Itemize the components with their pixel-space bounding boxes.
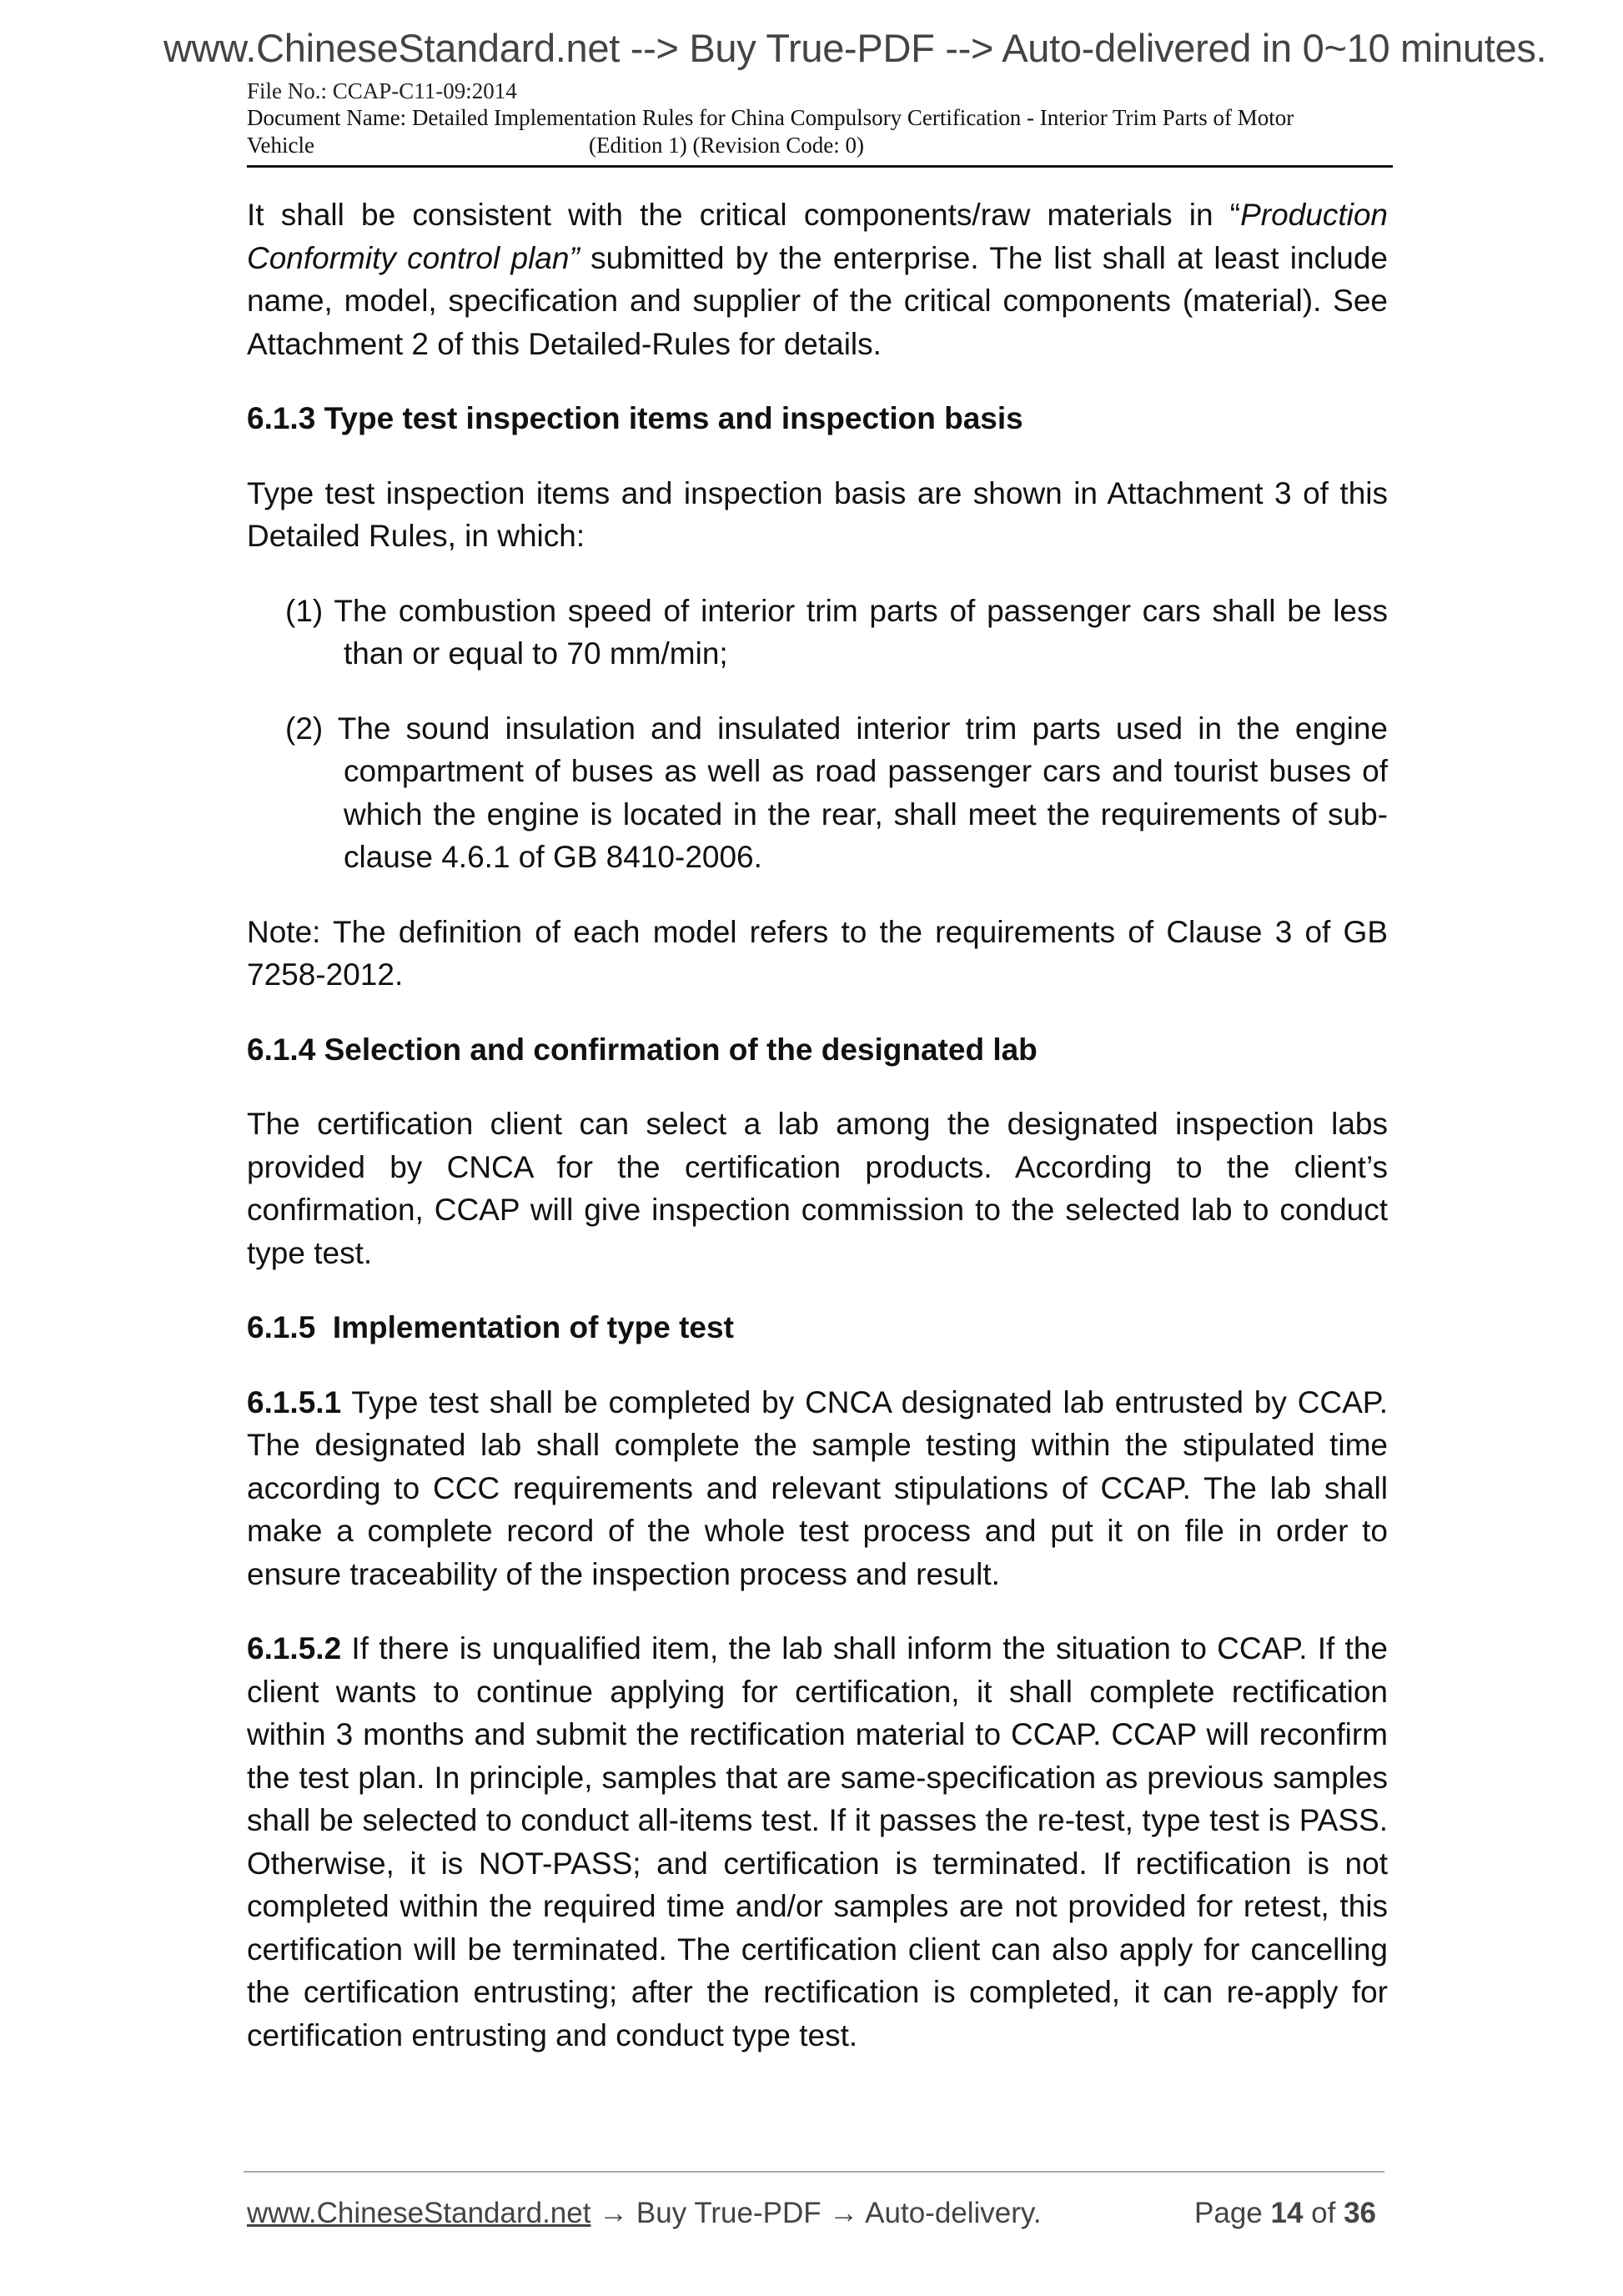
footer-divider bbox=[244, 2171, 1384, 2173]
of-label: of bbox=[1303, 2197, 1344, 2229]
document-name-line2: Vehicle bbox=[247, 133, 314, 158]
edition-info: (Edition 1) (Revision Code: 0) bbox=[589, 133, 864, 158]
section-heading-6-1-5: 6.1.5 Implementation of type test bbox=[247, 1310, 734, 1344]
document-body bbox=[247, 193, 1388, 2088]
page-footer bbox=[247, 2197, 1383, 2230]
section-6-1-3-paragraph: Type test inspection items and inspection basis are shown in Attachment 3 of this Detailed Rules, in which: bbox=[247, 475, 1388, 553]
section-6-1-4-paragraph: The certification client can select a lab among the designated inspection labs provided by CNCA for the certification products. According to the client’s confirmation, CCAP will give inspection commission to the selected lab to conduct type test. bbox=[247, 1107, 1388, 1270]
watermark-banner: www.ChineseStandard.net --> Buy True-PDF --> Auto-delivered in 0~10 minutes. bbox=[163, 26, 1547, 70]
list-item: (2) The sound insulation and insulated interior trim parts used in the engine compartment of buses as well as road passenger cars and tourist buses of which the engine is located in the rear, shall meet the requirements of sub-clause 4.6.1 of GB 8410-2006. bbox=[285, 711, 1388, 874]
current-page-number: 14 bbox=[1270, 2197, 1304, 2229]
page-label: Page bbox=[1194, 2197, 1271, 2229]
intro-text: It shall be consistent with the critical components/raw materials in “ bbox=[247, 198, 1241, 232]
intro-paragraph bbox=[247, 193, 1388, 365]
footer-website-link[interactable]: www.ChineseStandard.net bbox=[247, 2197, 591, 2229]
list-item: (1) The combustion speed of interior trim parts of passenger cars shall be less than or equal to 70 mm/min; bbox=[285, 593, 1388, 671]
section-heading-6-1-4: 6.1.4 Selection and confirmation of the designated lab bbox=[247, 1032, 1038, 1067]
clause-6-1-5-1 bbox=[247, 1381, 1388, 1596]
clause-text: If there is unqualified item, the lab shall inform the situation to CCAP. If the client wants to continue applying for certification, it shall complete rectification within 3 months and submit the rectification material to CCAP. CCAP will reconfirm the test plan. In principle, samples that are same-specification as previous samples shall be selected to conduct all-items test. If it passes the re-test, type test is PASS. Otherwise, it is NOT-PASS; and certification is terminated. If rectification is not completed within the required time and/or samples are not provided for retest, this certification will be terminated. The certification client can also apply for cancelling the certification entrusting; after the rectification is completed, it can re-apply for certification entrusting and conduct type test. bbox=[247, 1631, 1388, 2052]
document-name-continued bbox=[247, 133, 1388, 158]
clause-text: Type test shall be completed by CNCA designated lab entrusted by CCAP. The designated lab shall complete the sample testing within the stipulated time according to CCC requirements and relevant stipulations of CCAP. The lab shall make a complete record of the whole test process and put it on file in order to ensure traceability of the inspection process and result. bbox=[247, 1384, 1388, 1591]
page-indicator bbox=[1194, 2197, 1376, 2230]
clause-number: 6.1.5.2 bbox=[247, 1631, 342, 1665]
header-divider bbox=[247, 165, 1393, 168]
section-heading-6-1-3: 6.1.3 Type test inspection items and inspection basis bbox=[247, 401, 1023, 435]
document-name: Document Name: Detailed Implementation Rules for China Compulsory Certification - Interior Trim Parts of Motor bbox=[247, 105, 1294, 130]
clause-number: 6.1.5.1 bbox=[247, 1384, 342, 1419]
note-paragraph: Note: The definition of each model refers to the requirements of Clause 3 of GB 7258-2012. bbox=[247, 914, 1388, 992]
intro-text-cont: submitted by the enterprise. The list shall at least include name, model, specification and supplier of the critical components (material). See Attachment 2 of this Detailed-Rules for details. bbox=[247, 240, 1389, 361]
clause-6-1-5-2 bbox=[247, 1627, 1388, 2057]
total-pages: 36 bbox=[1344, 2197, 1376, 2229]
file-number: File No.: CCAP-C11-09:2014 bbox=[247, 78, 517, 103]
intro-italic-title: Production Conformity control plan” bbox=[247, 198, 1388, 275]
footer-tagline: → Buy True-PDF → Auto-delivery. bbox=[590, 2197, 1042, 2229]
